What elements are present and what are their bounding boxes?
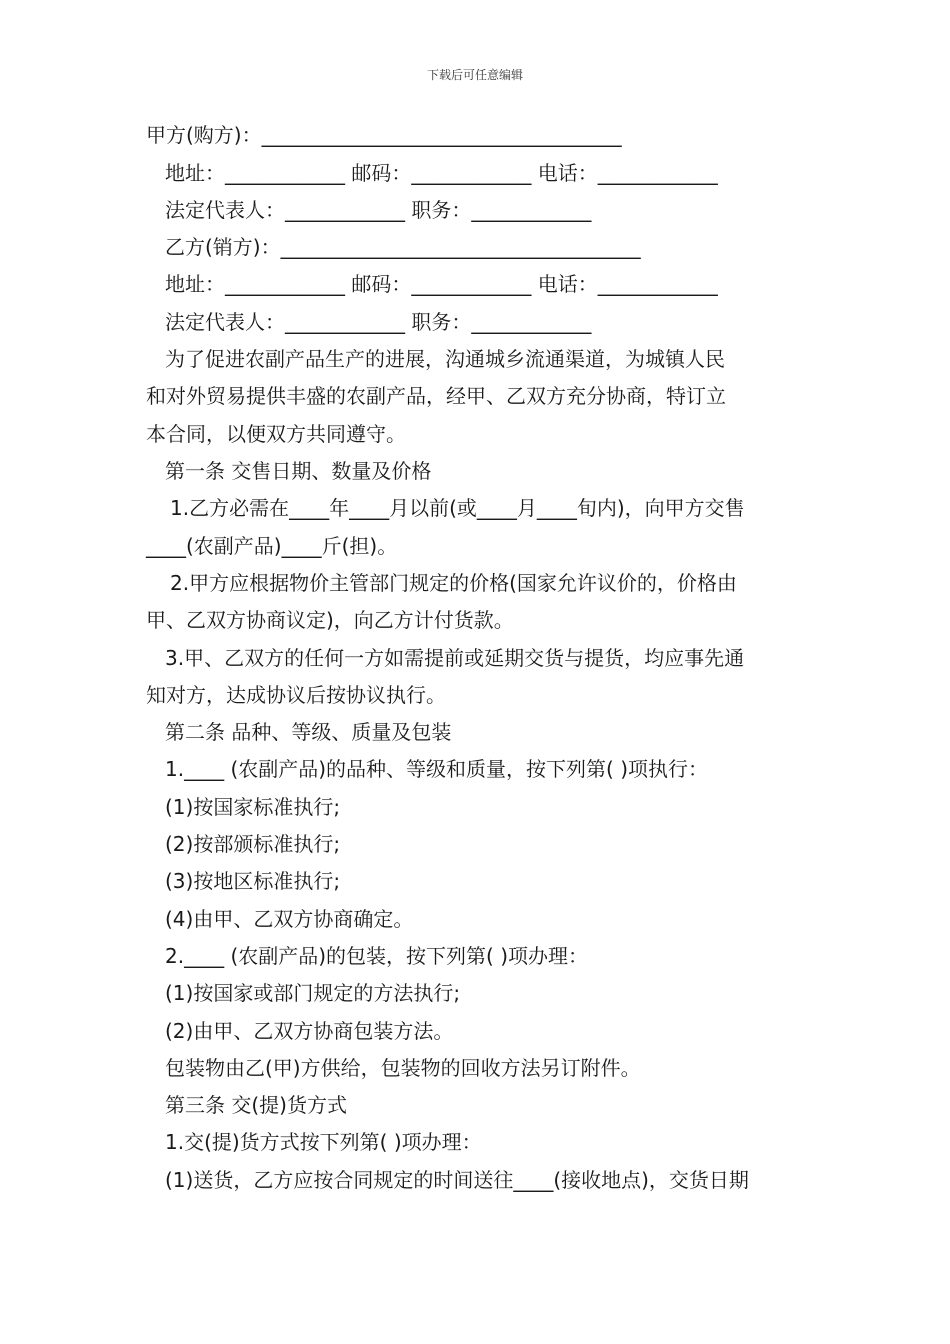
article-1-item-1: 1.乙方必需在____年____月以前(或____月____旬内)，向甲方交售 bbox=[170, 496, 745, 520]
seller-line: 乙方(销方)：____________________________________ bbox=[165, 235, 641, 259]
preamble-line-1: 为了促进农副产品生产的进展，沟通城乡流通渠道，为城镇人民 bbox=[165, 347, 725, 371]
article-3-title: 第三条 交(提)货方式 bbox=[165, 1093, 347, 1117]
article-1-item-3: 3.甲、乙双方的任何一方如需提前或延期交货与提货，均应事先通 bbox=[165, 646, 745, 670]
article-1-item-2: 2.甲方应根据物价主管部门规定的价格(国家允许议价的，价格由 bbox=[170, 571, 737, 595]
article-1-item-2-cont: 甲、乙双方协商议定)，向乙方计付货款。 bbox=[146, 608, 514, 632]
article-2-option-2: (2)按部颁标准执行; bbox=[165, 832, 341, 856]
seller-address-line: 地址：____________ 邮码：____________ 电话：____________ bbox=[165, 272, 718, 296]
article-2-item-1: 1.____ (农副产品)的品种、等级和质量，按下列第( )项执行： bbox=[165, 757, 709, 781]
article-2-packing-option-1: (1)按国家或部门规定的方法执行; bbox=[165, 981, 461, 1005]
article-2-packing-option-2: (2)由甲、乙双方协商包装方法。 bbox=[165, 1019, 454, 1043]
buyer-line: 甲方(购方)：____________________________________ bbox=[146, 123, 622, 147]
seller-representative-line: 法定代表人：____________ 职务：____________ bbox=[165, 310, 592, 334]
article-1-title: 第一条 交售日期、数量及价格 bbox=[165, 459, 432, 483]
article-1-item-1-cont: ____(农副产品)____斤(担)。 bbox=[146, 534, 398, 558]
article-3-item-1: 1.交(提)货方式按下列第( )项办理： bbox=[165, 1130, 482, 1154]
page-header: 下载后可任意编辑 bbox=[426, 68, 523, 82]
preamble-line-2: 和对外贸易提供丰盛的农副产品，经甲、乙双方充分协商，特订立 bbox=[146, 384, 726, 408]
article-2-option-1: (1)按国家标准执行; bbox=[165, 795, 341, 819]
preamble-line-3: 本合同，以便双方共同遵守。 bbox=[146, 422, 406, 446]
article-2-item-2: 2.____ (农副产品)的包装，按下列第( )项办理： bbox=[165, 944, 589, 968]
article-2-option-3: (3)按地区标准执行; bbox=[165, 869, 341, 893]
article-2-option-4: (4)由甲、乙双方协商确定。 bbox=[165, 907, 414, 931]
buyer-representative-line: 法定代表人：____________ 职务：____________ bbox=[165, 198, 592, 222]
article-2-title: 第二条 品种、等级、质量及包装 bbox=[165, 720, 452, 744]
article-2-packing-note: 包装物由乙(甲)方供给，包装物的回收方法另订附件。 bbox=[165, 1056, 641, 1080]
buyer-address-line: 地址：____________ 邮码：____________ 电话：____________ bbox=[165, 161, 718, 185]
article-3-option-1: (1)送货，乙方应按合同规定的时间送往____(接收地点)，交货日期 bbox=[165, 1168, 749, 1192]
article-1-item-3-cont: 知对方，达成协议后按协议执行。 bbox=[146, 683, 446, 707]
